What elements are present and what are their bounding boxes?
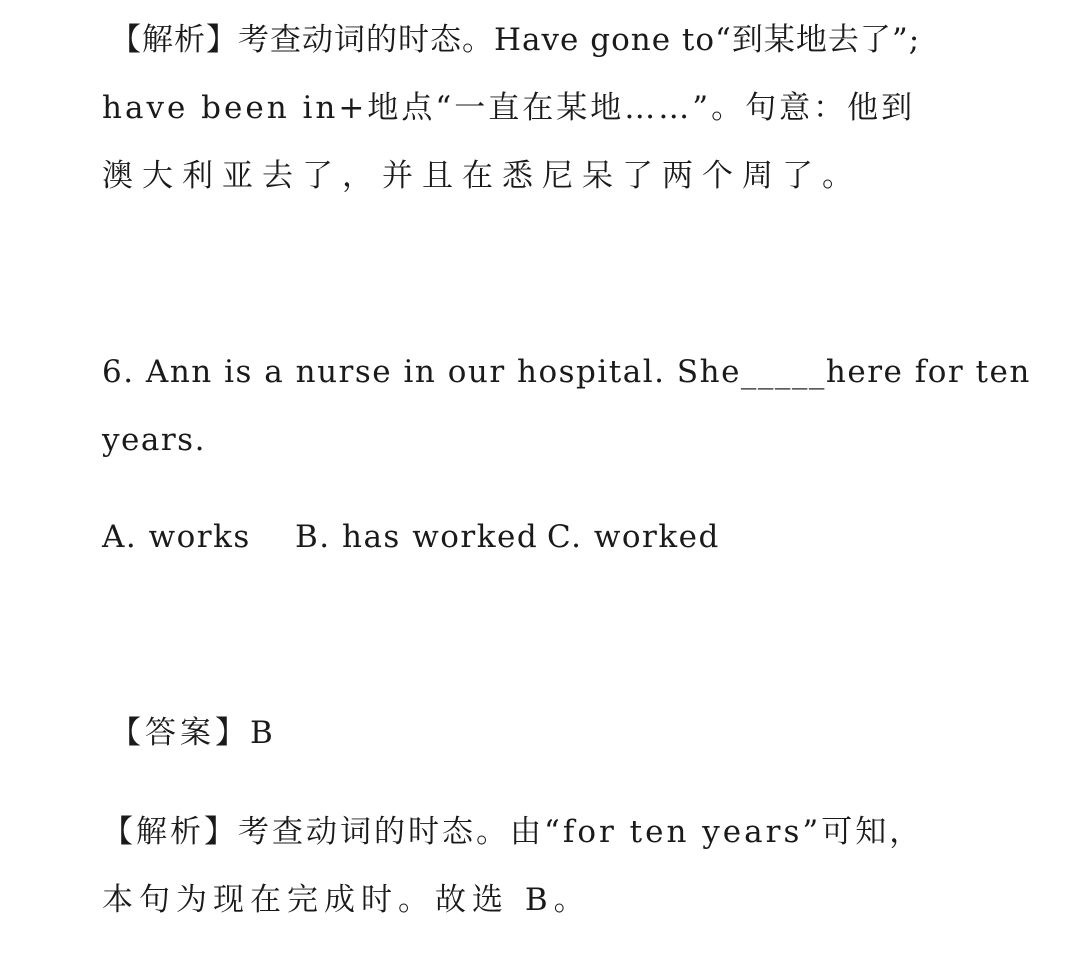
prev-analysis-line-3: 澳大利亚去了，并且在悉尼呆了两个周了。 xyxy=(102,158,862,194)
analysis-line-2: 本句为现在完成时。故选 B。 xyxy=(102,882,591,918)
answer-line: 【答案】B xyxy=(110,715,277,751)
analysis-line-1: 【解析】考查动词的时态。由“for ten years”可知， xyxy=(102,814,924,850)
option-a: A. works xyxy=(102,519,251,555)
prev-analysis-line-1: 【解析】考查动词的时态。Have gone to“到某地去了”; xyxy=(110,22,921,58)
question-6-line-2: years. xyxy=(102,422,206,458)
prev-analysis-line-2: have been in+地点“一直在某地……”。句意：他到 xyxy=(102,90,916,126)
option-c: C. worked xyxy=(547,519,720,555)
question-6-line-1: 6. Ann is a nurse in our hospital. She_____here for ten xyxy=(102,354,1031,390)
question-6-options xyxy=(102,517,720,557)
option-b: B. has worked xyxy=(295,519,539,555)
